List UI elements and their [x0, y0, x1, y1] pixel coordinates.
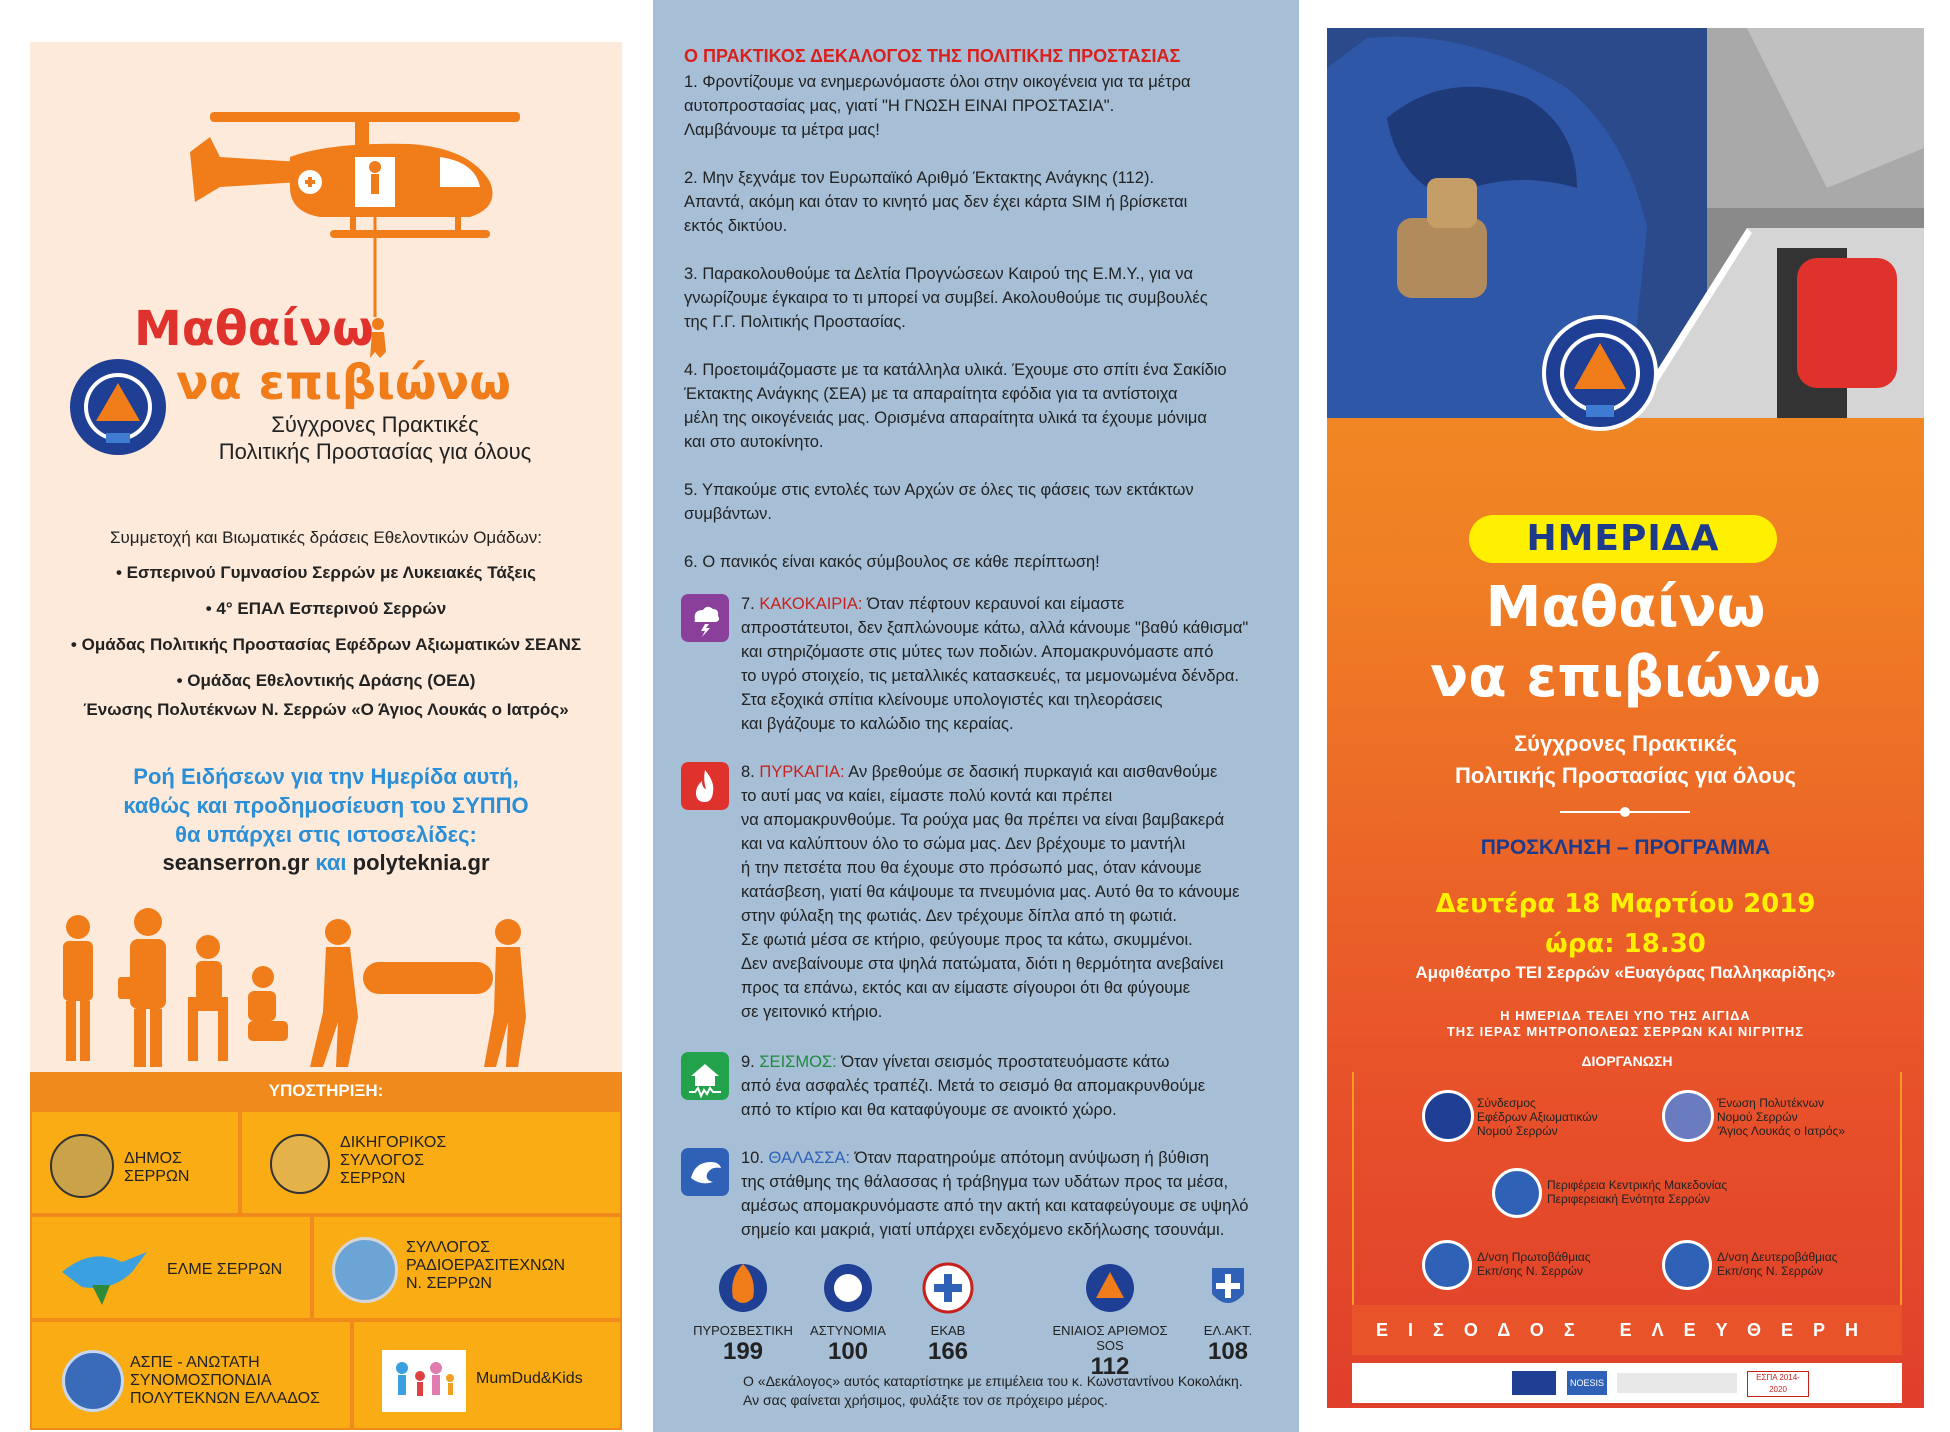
text-line: 1. Φροντίζουμε να ενημερωνόμαστε όλοι στην οικογένεια για τα μέτρα	[684, 73, 1191, 91]
decalogue-item-9	[741, 1050, 1281, 1122]
organizer-defterovathmia	[1717, 1250, 1837, 1278]
supporter-text: ΔΗΜΟΣ	[124, 1150, 182, 1167]
hazard-title: ΣΕΙΣΜΟΣ:	[759, 1053, 837, 1071]
decalogue-credit	[743, 1372, 1263, 1410]
service-name: ΑΣΤΥΝΟΜΙΑ	[810, 1323, 886, 1338]
event-aegis	[1327, 1008, 1924, 1040]
storm-icon	[681, 594, 729, 642]
right-panel	[1327, 28, 1924, 1408]
decalogue-item-5	[684, 478, 1284, 526]
organizer-text: Εκπ/σης Ν. Σερρών	[1717, 1264, 1823, 1278]
text-span: Όταν γίνεται σεισμός προστατευόμαστε κάτω	[841, 1053, 1170, 1071]
support-header: ΥΠΟΣΤΗΡΙΞΗ:	[30, 1072, 622, 1110]
websites	[30, 850, 622, 876]
service-number: 199	[722, 1338, 764, 1365]
text-line: Έκτακτης Ανάγκης (ΣΕΑ) με τα απαραίτητα εφόδια για τα αντίστοιχα	[684, 385, 1178, 403]
text-line	[741, 1146, 1281, 1170]
news-info	[30, 762, 622, 849]
news-line: θα υπάρχει στις ιστοσελίδες:	[175, 822, 477, 847]
fire-icon	[681, 762, 729, 810]
text-line: 6. Ο πανικός είναι κακός σύμβουλος σε κάθε περίπτωση!	[684, 553, 1100, 571]
text-line: της στάθμης της θάλασσας ή τράβηγμα των υδάτων προς τα μέσα,	[741, 1173, 1229, 1191]
supporter-dimos-label	[124, 1150, 189, 1186]
police-logo	[818, 1258, 878, 1318]
supporter-text: ΔΙΚΗΓΟΡΙΚΟΣ	[340, 1134, 447, 1151]
service-elakt	[1178, 1258, 1278, 1366]
text-span: Όταν πέφτουν κεραυνοί και είμαστε	[867, 595, 1125, 613]
item-number: 10.	[741, 1149, 764, 1167]
decalogue-item-6	[684, 550, 1284, 574]
supporter-text: ΠΟΛΥΤΕΚΝΩΝ ΕΛΛΑΔΟΣ	[130, 1390, 320, 1407]
website-link-seanserron[interactable]: seanserron.gr	[162, 850, 310, 875]
organizer-protovathmia	[1477, 1250, 1591, 1278]
text-line: συμβάντων.	[684, 505, 772, 523]
text-line: σε γειτονικό κτήριο.	[741, 1003, 883, 1021]
websites-and: και	[315, 850, 347, 875]
text-line: και βγάζουμε το καλώδιο της κεραίας.	[741, 715, 1014, 733]
aspe-logo	[62, 1350, 124, 1412]
service-name: ΕΛ.ΑΚΤ.	[1203, 1323, 1253, 1338]
service-name: ΕΝΙΑΙΟΣ ΑΡΙΘΜΟΣ SOS	[1052, 1323, 1168, 1353]
sos-logo	[1080, 1258, 1140, 1318]
supporter-elme-label: ΕΛΜΕ ΣΕΡΡΩΝ	[167, 1261, 283, 1278]
text-line: το αυτί μας να καίει, είμαστε πολύ κοντά και πρέπει	[741, 787, 1113, 805]
supporter-dikigoroi-label	[340, 1134, 446, 1188]
supporter-dikigoroi	[240, 1110, 622, 1215]
greek-emblem-logo	[1492, 1168, 1542, 1218]
text-line: από ένα ασφαλές τραπέζι. Μετά το σεισμό θα απομακρυνθούμε	[741, 1077, 1206, 1095]
organizer-text: Νομού Σερρών	[1717, 1110, 1798, 1124]
decalogue-item-10	[741, 1146, 1281, 1242]
supporter-radio-label	[406, 1239, 565, 1293]
news-line: Ροή Ειδήσεων για την Ημερίδα αυτή,	[133, 764, 519, 789]
text-line: 2. Μην ξεχνάμε τον Ευρωπαϊκό Αριθμό Έκτακτης Ανάγκης (112).	[684, 169, 1155, 187]
website-link-polyteknia[interactable]: polyteknia.gr	[352, 850, 490, 875]
text-line: Στα εξοχικά σπίτια κλείνουμε υπολογιστές και τηλεοράσεις	[741, 691, 1163, 709]
participant-item: • Εσπερινού Γυμνασίου Σερρών με Λυκειακές Τάξεις	[115, 563, 537, 582]
fire-service-logo	[713, 1258, 773, 1318]
participant-item: • Ομάδας Πολιτικής Προστασίας Εφέδρων Αξιωματικών ΣΕΑΝΣ	[70, 635, 582, 654]
organizer-text: Δ/νση Δευτεροβάθμιας	[1717, 1250, 1838, 1264]
left-title	[134, 302, 511, 410]
text-line: αυτοπροστασίας μας, γιατί "Η ΓΝΩΣΗ ΕΙΝΑΙ ΠΡΟΣΤΑΣΙΑ".	[684, 97, 1115, 115]
left-title-line2: να επιβιώνω	[176, 355, 511, 411]
text-line: απροστάτευτοι, δεν ξαπλώνουμε κάτω, αλλά κάνουμε "βαθύ κάθισμα"	[741, 619, 1249, 637]
right-title-line2: να επιβιώνω	[1430, 645, 1821, 710]
right-title-line1: Μαθαίνω	[1485, 575, 1766, 640]
text-line: Σε φωτιά μέσα σε κτήριο, φεύγουμε προς τα κάτω, σκυμμένοι.	[741, 931, 1193, 949]
right-subtitle-line2: Πολιτικής Προστασίας για όλους	[1455, 763, 1796, 788]
supporter-mumdud-label: MumDud&Kids	[476, 1370, 583, 1387]
program-text-block	[1617, 1373, 1737, 1393]
item-number: 7.	[741, 595, 755, 613]
ekab-logo	[918, 1258, 978, 1318]
aegis-line: ΤΗΣ ΙΕΡΑΣ ΜΗΤΡΟΠΟΛΕΩΣ ΣΕΡΡΩΝ ΚΑΙ ΝΙΓΡΙΤΗΣ	[1446, 1024, 1805, 1039]
divider-dot	[1620, 807, 1630, 817]
text-line: Απαντά, ακόμη και όταν το κινητό μας δεν έχει κάρτα SIM ή βρίσκεται	[684, 193, 1188, 211]
event-time: ώρα: 18.30	[1545, 929, 1706, 959]
supporter-radio	[312, 1215, 622, 1320]
service-number: 112	[1090, 1353, 1130, 1380]
participant-item: • 4° ΕΠΑΛ Εσπερινού Σερρών	[205, 599, 447, 618]
event-datetime	[1327, 884, 1924, 964]
supporter-elme	[30, 1215, 312, 1320]
news-line: καθώς και προδημοσίευση του ΣΥΠΠΟ	[123, 793, 529, 818]
text-line: ή την πετσέτα που θα έχουμε στο πρόσωπό μας, όταν κάνουμε	[741, 859, 1202, 877]
noesis-logo: NOESIS	[1567, 1371, 1607, 1395]
supporter-aspe-label	[130, 1354, 320, 1408]
radio-amateurs-logo	[332, 1237, 398, 1303]
dimos-serron-logo	[50, 1134, 114, 1198]
left-subtitle	[140, 411, 610, 465]
decalogue-item-7	[741, 592, 1281, 736]
service-name: ΕΚΑΒ	[930, 1323, 966, 1338]
middle-panel	[653, 0, 1299, 1432]
organizer-text: 'Άγιος Λουκάς ο Ιατρός»	[1717, 1124, 1846, 1138]
elakt-logo	[1198, 1258, 1258, 1318]
service-number: 166	[927, 1338, 969, 1365]
service-police	[798, 1258, 898, 1366]
text-line: εκτός δικτύου.	[684, 217, 788, 235]
text-line	[741, 592, 1281, 616]
aegis-line: Η ΗΜΕΡΙΔΑ ΤΕΛΕΙ ΥΠΟ ΤΗΣ ΑΙΓΙΔΑ	[1500, 1008, 1751, 1023]
greek-emblem-logo	[1422, 1240, 1472, 1290]
hazard-title: ΠΥΡΚΑΓΙΑ:	[759, 763, 845, 781]
tsunami-icon	[681, 1148, 729, 1196]
text-line: της Γ.Γ. Πολιτικής Προστασίας.	[684, 313, 906, 331]
participant-item-label: • Ομάδας Εθελοντικής Δράσης (ΟΕΔ)	[176, 671, 476, 690]
decalogue-item-8	[741, 760, 1281, 1024]
text-line: και στηριζόμαστε στις μύτες των ποδιών. Απομακρυνόμαστε από	[741, 643, 1214, 661]
service-name: ΠΥΡΟΣΒΕΣΤΙΚΗ	[693, 1323, 793, 1338]
left-subtitle-line2: Πολιτικής Προστασίας για όλους	[218, 439, 532, 464]
text-line: Δεν ανεβαίνουμε στα ψηλά πατώματα, διότι η θερμότητα ανεβαίνει	[741, 955, 1224, 973]
organizer-text: Περιφερειακή Ενότητα Σερρών	[1547, 1192, 1710, 1206]
left-title-line1: Μαθαίνω	[134, 301, 374, 357]
hazard-title: ΚΑΚΟΚΑΙΡΙΑ:	[759, 595, 863, 613]
text-line: το υγρό στοιχείο, τις μεταλλικές κατασκευές, τα μεμονωμένα δένδρα.	[741, 667, 1240, 685]
supporter-mumdud	[352, 1320, 622, 1430]
supporter-text: ΣΥΛΛΟΓΟΣ	[406, 1239, 491, 1256]
text-line: 5. Υπακούμε στις εντολές των Αρχών σε όλες τις φάσεις των εκτάκτων	[684, 481, 1194, 499]
service-ekab	[898, 1258, 998, 1366]
left-subtitle-line1: Σύγχρονες Πρακτικές	[271, 412, 479, 437]
lawyers-association-logo	[270, 1134, 330, 1194]
service-sos	[1045, 1258, 1175, 1381]
espa-logo: ΕΣΠΑ 2014-2020	[1747, 1371, 1809, 1397]
decalogue-item-2	[684, 166, 1284, 238]
rescue-people-illustration	[48, 907, 618, 1072]
organizer-text: Σύνδεσμος	[1477, 1096, 1536, 1110]
event-venue: Αμφιθέατρο ΤΕΙ Σερρών «Ευαγόρας Παλληκαρίδης»	[1415, 963, 1836, 982]
organizer-text: Περιφέρεια Κεντρικής Μακεδονίας	[1547, 1178, 1728, 1192]
organizer-sean	[1477, 1096, 1598, 1138]
service-fire	[693, 1258, 793, 1366]
supporter-dimos	[30, 1110, 240, 1215]
decalogue-title: Ο ΠΡΑΚΤΙΚΟΣ ΔΕΚΑΛΟΓΟΣ ΤΗΣ ΠΟΛΙΤΙΚΗΣ ΠΡΟΣΤΑΣΙΑΣ	[684, 46, 1181, 66]
item-number: 9.	[741, 1053, 755, 1071]
supporter-text: ΑΣΠΕ - ΑΝΩΤΑΤΗ	[130, 1354, 260, 1371]
greek-emblem-logo	[1662, 1240, 1712, 1290]
supporter-text: ΡΑΔΙΟΕΡΑΣΙΤΕΧΝΩΝ	[406, 1257, 566, 1274]
organizer-text: Δ/νση Πρωτοβάθμιας	[1477, 1250, 1591, 1264]
right-title	[1327, 573, 1924, 713]
decalogue-item-3	[684, 262, 1284, 334]
text-line	[741, 760, 1281, 784]
hazard-title: ΘΑΛΑΣΣΑ:	[768, 1149, 851, 1167]
event-type-badge: ΗΜΕΡΙΔΑ	[1469, 515, 1777, 563]
left-panel	[30, 42, 622, 1407]
polyteknoi-logo	[1662, 1090, 1714, 1142]
dove-logo	[52, 1237, 152, 1307]
text-line: κατάσβεση, γιατί θα κάψουμε τα πνευμόνια μας. Αυτό θα το κάνουμε	[741, 883, 1240, 901]
service-number: 100	[827, 1338, 869, 1365]
free-entry-banner: ΕΙΣΟΔΟΣ ΕΛΕΥΘΕΡΗ	[1352, 1305, 1902, 1355]
supporter-text: ΣΕΡΡΩΝ	[340, 1170, 406, 1187]
text-span: Αν βρεθούμε σε δασική πυρκαγιά και αισθανθούμε	[848, 763, 1218, 781]
text-line: γνωρίζουμε έγκαιρα το τι μπορεί να συμβεί. Ακολουθούμε τις συμβουλές	[684, 289, 1208, 307]
participant-item	[30, 670, 622, 720]
organizers-header: ΔΙΟΡΓΑΝΩΣΗ	[1352, 1050, 1902, 1072]
sean-logo	[1422, 1090, 1474, 1142]
eu-flag-icon	[1512, 1371, 1556, 1395]
family-logo	[382, 1350, 466, 1412]
text-line: μέλη της οικογένειάς μας. Ορισμένα απαραίτητα υλικά τα έχουμε μόνιμα	[684, 409, 1207, 427]
supporter-text: ΣΥΛΛΟΓΟΣ	[340, 1152, 425, 1169]
text-span: Όταν παρατηρούμε απότομη ανύψωση ή βύθιση	[854, 1149, 1209, 1167]
organizer-text: Εφέδρων Αξιωματικών	[1477, 1110, 1598, 1124]
text-line: και να καλύπτουν όλο το σώμα μας. Δεν βρέχουμε το μαντήλι	[741, 835, 1186, 853]
text-line: αμέσως απομακρυνόμαστε από την ακτή και καταφεύγουμε σε υψηλό	[741, 1197, 1249, 1215]
participant-item-extra: Ένωσης Πολυτέκνων Ν. Σερρών «Ο Άγιος Λουκάς ο Ιατρός»	[83, 700, 569, 719]
text-line: 4. Προετοιμάζομαστε με τα κατάλληλα υλικά. Έχουμε στο σπίτι ένα Σακίδιο	[684, 361, 1227, 379]
participants-list	[30, 562, 622, 735]
credit-line: Αν σας φαίνεται χρήσιμος, φυλάξτε τον σε πρόχειρο μέρος.	[743, 1392, 1108, 1408]
right-subtitle-line1: Σύγχρονες Πρακτικές	[1513, 731, 1738, 756]
organizer-text: Εκπ/σης Ν. Σερρών	[1477, 1264, 1583, 1278]
supporter-aspe	[30, 1320, 352, 1430]
supporter-text: ΣΕΡΡΩΝ	[124, 1168, 190, 1185]
service-number: 108	[1207, 1338, 1249, 1365]
text-line: σημείο και μακριά, γιατί υπάρχει ενδεχόμενο εκδήλωσης τσουνάμι.	[741, 1221, 1225, 1239]
text-line: από το κτίριο και θα καταφύγουμε σε ανοικτό χώρο.	[741, 1101, 1117, 1119]
civil-protection-logo	[1540, 313, 1660, 433]
organizer-polyteknoi	[1717, 1096, 1845, 1138]
participation-intro: Συμμετοχή και Βιωματικές δράσεις Εθελοντικών Ομάδων:	[109, 528, 543, 547]
supporter-text: Ν. ΣΕΡΡΩΝ	[406, 1275, 492, 1292]
text-line: προς τα επάνω, εκτός και αν είμαστε σίγουροι ότι θα φύγουμε	[741, 979, 1191, 997]
text-line: και στο αυτοκίνητο.	[684, 433, 824, 451]
organizer-text: Ένωση Πολυτέκνων	[1717, 1096, 1825, 1110]
supporter-text: ΣΥΝΟΜΟΣΠΟΝΔΙΑ	[130, 1372, 272, 1389]
text-line: 3. Παρακολουθούμε τα Δελτία Προγνώσεων Καιρού της Ε.Μ.Υ., για να	[684, 265, 1194, 283]
decalogue-item-4	[684, 358, 1284, 454]
organizer-text: Νομού Σερρών	[1477, 1124, 1558, 1138]
right-subtitle	[1327, 728, 1924, 792]
text-line	[741, 1050, 1281, 1074]
text-line: Λαμβάνουμε τα μέτρα μας!	[684, 121, 880, 139]
text-line: στην φύλαξη της φωτιάς. Δεν τρέχουμε δίπλα από τη φωτιά.	[741, 907, 1177, 925]
organizer-periferia	[1547, 1178, 1727, 1206]
text-line: να απομακρυνθούμε. Τα ρούχα μας θα πρέπει να είναι βαμβακερά	[741, 811, 1225, 829]
eu-funding-strip	[1352, 1363, 1902, 1403]
invitation-label: ΠΡΟΣΚΛΗΣΗ – ΠΡΟΓΡΑΜΜΑ	[1480, 836, 1771, 859]
decalogue-item-1	[684, 70, 1284, 142]
item-number: 8.	[741, 763, 755, 781]
credit-line: Ο «Δεκάλογος» αυτός καταρτίστηκε με επιμέλεια του κ. Κωνσταντίνου Κοκολάκη.	[743, 1373, 1243, 1389]
earthquake-icon	[681, 1052, 729, 1100]
event-date: Δευτέρα 18 Μαρτίου 2019	[1435, 889, 1816, 919]
